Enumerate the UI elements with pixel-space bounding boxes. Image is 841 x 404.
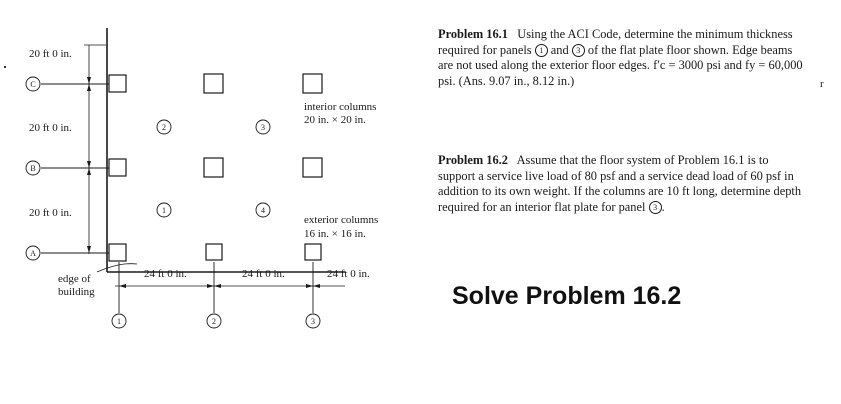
panel-label-1: 1	[162, 206, 166, 215]
problem-16-1-body-2: of the flat plate floor shown. Edge beams are not used along the exterior floor edges.	[438, 42, 793, 72]
col-spacing-label: 24 ft 0 in.	[242, 268, 285, 280]
problem-16-2-title: Problem 16.2	[438, 153, 508, 167]
col-label-3: 3	[311, 317, 315, 326]
column-a2	[206, 244, 222, 260]
exterior-columns-size: 16 in. × 16 in.	[304, 228, 366, 240]
dim-arrow	[214, 284, 221, 288]
row-label-a: A	[30, 249, 36, 258]
interior-columns-note: interior columns	[304, 101, 377, 113]
column-c1	[109, 75, 126, 92]
problem-16-1-text	[438, 27, 808, 89]
problem-16-1-body: Using the ACI Code, determine the minimum thickness required for panels	[438, 27, 793, 57]
col-spacing-label: 24 ft 0 in.	[327, 268, 370, 280]
panel-ref-1: 1	[535, 44, 548, 57]
problem-16-2-end: .	[661, 199, 665, 214]
col-spacing-label: 24 ft 0 in.	[144, 268, 187, 280]
interior-columns-size: 20 in. × 20 in.	[304, 114, 366, 126]
panel-ref-3: 3	[572, 44, 585, 57]
dim-arrow	[313, 284, 320, 288]
edge-leader-line	[97, 264, 137, 272]
dim-arrow	[306, 284, 313, 288]
dim-arrow	[119, 284, 126, 288]
panel-label-2: 2	[162, 123, 166, 132]
row-spacing-label: 20 ft 0 in.	[29, 207, 72, 219]
column-c3	[303, 74, 322, 93]
dim-arrow	[87, 77, 91, 84]
panel-label-4: 4	[261, 206, 265, 215]
panel-label-3: 3	[261, 123, 265, 132]
column-a3	[305, 244, 321, 260]
problem-16-1-title: Problem 16.1	[438, 27, 508, 41]
dim-arrow	[207, 284, 214, 288]
edge-of-building-note: edge of	[58, 273, 91, 285]
column-b1	[109, 159, 126, 176]
dim-arrow	[87, 161, 91, 168]
dim-arrow	[87, 246, 91, 253]
dim-arrow	[87, 168, 91, 175]
problem-16-2-text	[438, 153, 808, 215]
solve-problem-heading: Solve Problem 16.2	[452, 282, 682, 310]
row-label-b: B	[30, 164, 36, 173]
stray-mark: r	[820, 78, 824, 90]
column-a1	[109, 244, 126, 261]
col-label-2: 2	[212, 317, 216, 326]
problem-16-1-givens: f′c = 3000 psi and fy = 60,000 psi. (Ans. 9.07 in., 8.12 in.)	[438, 58, 803, 88]
edge-of-building-note: building	[58, 286, 95, 298]
column-b3	[303, 158, 322, 177]
row-label-c: C	[30, 80, 36, 89]
problem-16-1-and: and	[550, 42, 569, 57]
problem-16-2-body: Assume that the floor system of Problem 16.1 is to support a service live load of 80 psf and a service dead load of 60 psf in addition to its own weight. If the columns are 10 ft long, determine depth required for an interior flat plate for panel	[438, 153, 802, 214]
col-label-1: 1	[117, 317, 121, 326]
panel-ref-3: 3	[649, 201, 662, 214]
row-spacing-label: 20 ft 0 in.	[29, 48, 72, 60]
dim-arrow	[87, 84, 91, 91]
row-spacing-label: 20 ft 0 in.	[29, 122, 72, 134]
column-b2	[204, 158, 223, 177]
column-c2	[204, 74, 223, 93]
exterior-columns-note: exterior columns	[304, 214, 379, 226]
